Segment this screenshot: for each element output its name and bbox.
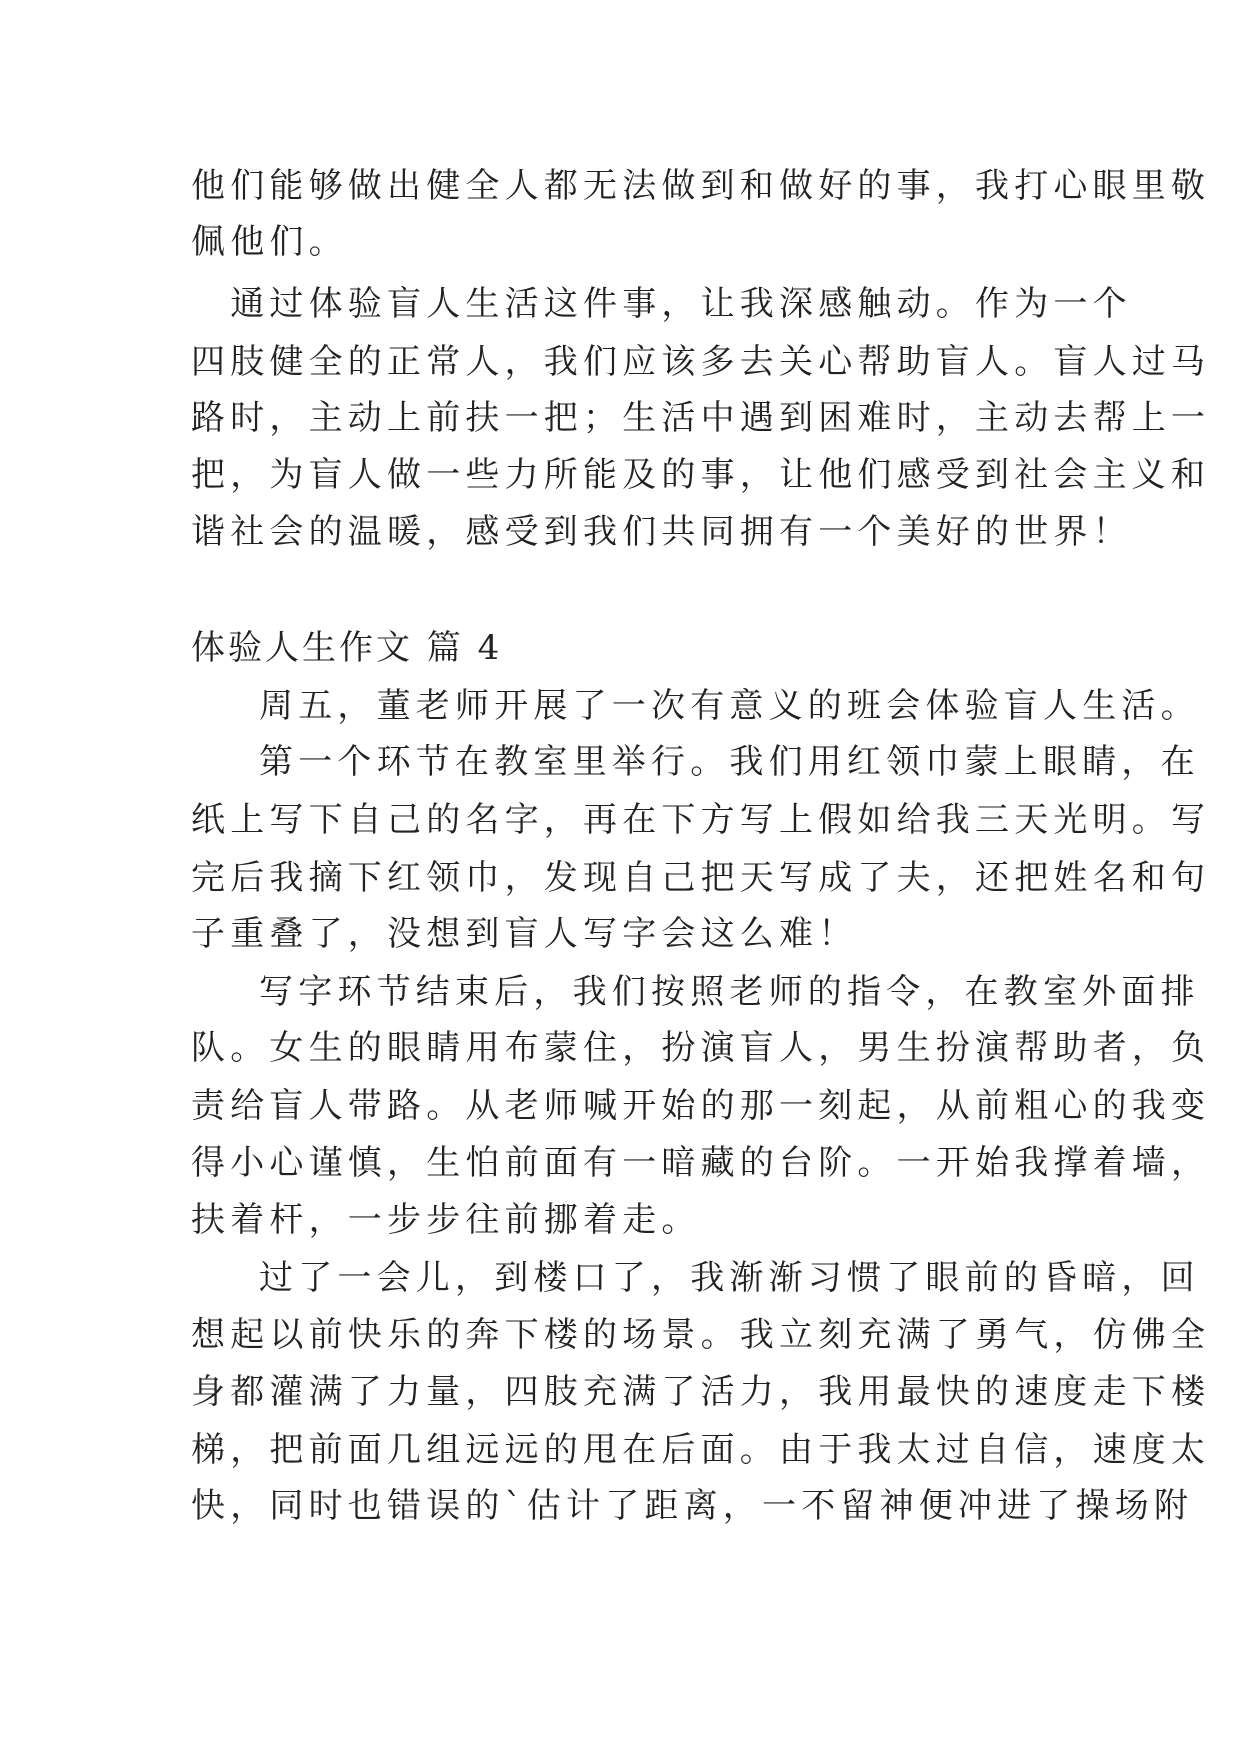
text-line: 谐社会的温暖，感受到我们共同拥有一个美好的世界！ xyxy=(191,512,1132,552)
text-line: 他们能够做出健全人都无法做到和做好的事，我打心眼里敬 xyxy=(191,166,1211,206)
section-heading: 体验人生作文 篇 4 xyxy=(191,628,503,668)
text-line: 佩他们。 xyxy=(191,222,348,262)
text-line: 责给盲人带路。从老师喊开始的那一刻起，从前粗心的我变 xyxy=(191,1086,1211,1126)
text-line: 过了一会儿，到楼口了，我渐渐习惯了眼前的昏暗，回 xyxy=(259,1258,1200,1298)
text-line: 想起以前快乐的奔下楼的场景。我立刻充满了勇气，仿佛全 xyxy=(191,1315,1211,1355)
text-line: 路时，主动上前扶一把；生活中遇到困难时，主动去帮上一 xyxy=(191,398,1211,438)
text-line: 通过体验盲人生活这件事，让我深感触动。作为一个 xyxy=(191,284,1132,324)
text-line: 快，同时也错误的`估计了距离，一不留神便冲进了操场附 xyxy=(191,1486,1194,1526)
text-line: 子重叠了，没想到盲人写字会这么难！ xyxy=(191,914,858,954)
text-line: 得小心谨慎，生怕前面有一暗藏的台阶。一开始我撑着墙， xyxy=(191,1143,1211,1183)
text-line: 周五，董老师开展了一次有意义的班会体验盲人生活。 xyxy=(259,686,1200,726)
text-line: 队。女生的眼睛用布蒙住，扮演盲人，男生扮演帮助者，负 xyxy=(191,1028,1211,1068)
text-line: 把，为盲人做一些力所能及的事，让他们感受到社会主义和 xyxy=(191,455,1211,495)
text-line: 纸上写下自己的名字，再在下方写上假如给我三天光明。写 xyxy=(191,800,1211,840)
text-line: 第一个环节在教室里举行。我们用红领巾蒙上眼睛，在 xyxy=(259,742,1200,782)
text-line: 四肢健全的正常人，我们应该多去关心帮助盲人。盲人过马 xyxy=(191,342,1211,382)
text-line: 扶着杆，一步步往前挪着走。 xyxy=(191,1200,701,1240)
text-line: 身都灌满了力量，四肢充满了活力，我用最快的速度走下楼 xyxy=(191,1372,1211,1412)
text-line: 完后我摘下红领巾，发现自己把天写成了夫，还把姓名和句 xyxy=(191,858,1211,898)
text-line: 梯，把前面几组远远的甩在后面。由于我太过自信，速度太 xyxy=(191,1430,1211,1470)
text-line: 写字环节结束后，我们按照老师的指令，在教室外面排 xyxy=(259,972,1200,1012)
